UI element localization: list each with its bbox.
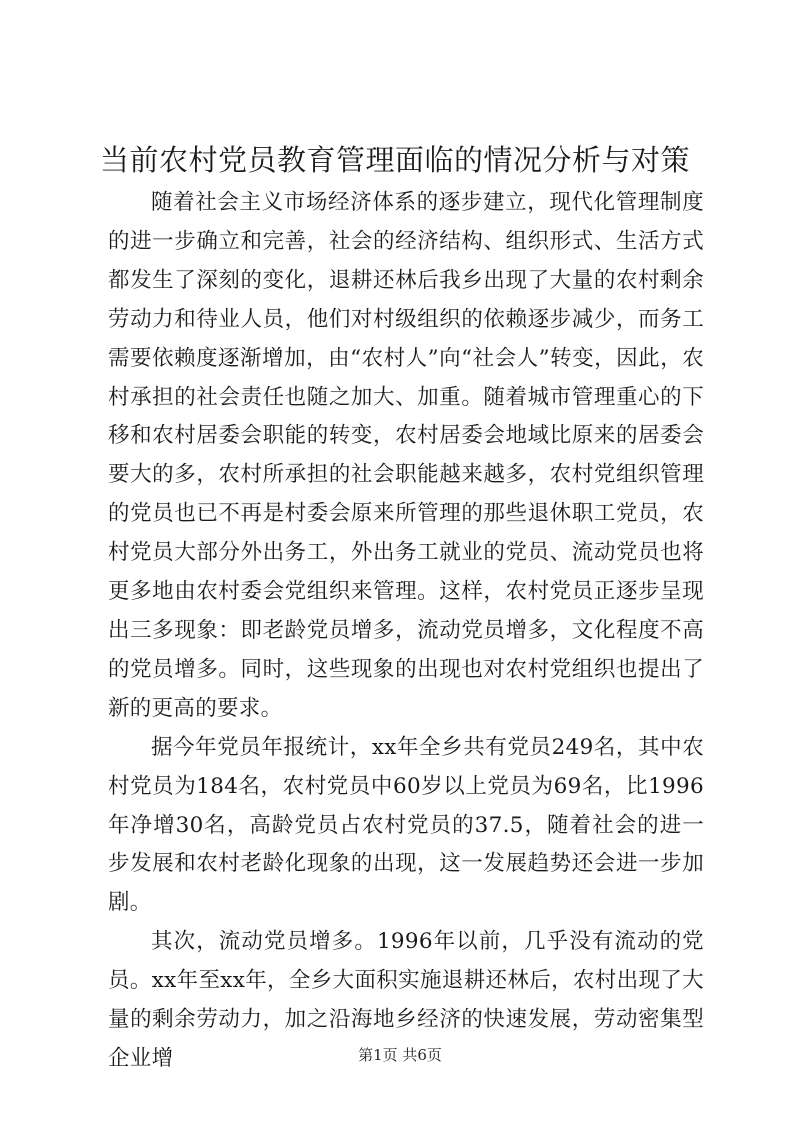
page-footer: 第1页 共6页	[358, 1046, 442, 1064]
paragraph-2: 据今年党员年报统计，xx年全乡共有党员249名，其中农村党员为184名，农村党员中60岁以上党员为69名，比1996年净增30名，高龄党员占农村党员的37.5，随着社会的进一步发展和农村老龄化现象的出现，这一发展趋势还会进一步加剧。	[108, 734, 704, 916]
document-body	[108, 184, 704, 1079]
paragraph-1: 随着社会主义市场经济体系的逐步建立，现代化管理制度的进一步确立和完善，社会的经济结构、组织形式、生活方式都发生了深刻的变化，退耕还林后我乡出现了大量的农村剩余劳动力和待业人员，他们对村级组织的依赖逐步减少，而务工需要依赖度逐渐增加，由“农村人”向“社会人”转变，因此，农村承担的社会责任也随之加大、加重。随着城市管理重心的下移和农村居委会职能的转变，农村居委会地域比原来的居委会要大的多，农村所承担的社会职能越来越多，农村党组织管理的党员也已不再是村委会原来所管理的那些退休职工党员，农村党员大部分外出务工，外出务工就业的党员、流动党员也将更多地由农村委会党组织来管理。这样，农村党员正逐步呈现出三多现象：即老龄党员增多，流动党员增多，文化程度不高的党员增多。同时，这些现象的出现也对农村党组织也提出了新的更高的要求。	[108, 190, 704, 721]
paragraph-3: 其次，流动党员增多。1996年以前，几乎没有流动的党员。xx年至xx年，全乡大面积实施退耕还林后，农村出现了大量的剩余劳动力，加之沿海地乡经济的快速发展，劳动密集型企业增	[108, 929, 704, 1071]
document-title: 当前农村党员教育管理面临的情况分析与对策	[100, 143, 691, 177]
